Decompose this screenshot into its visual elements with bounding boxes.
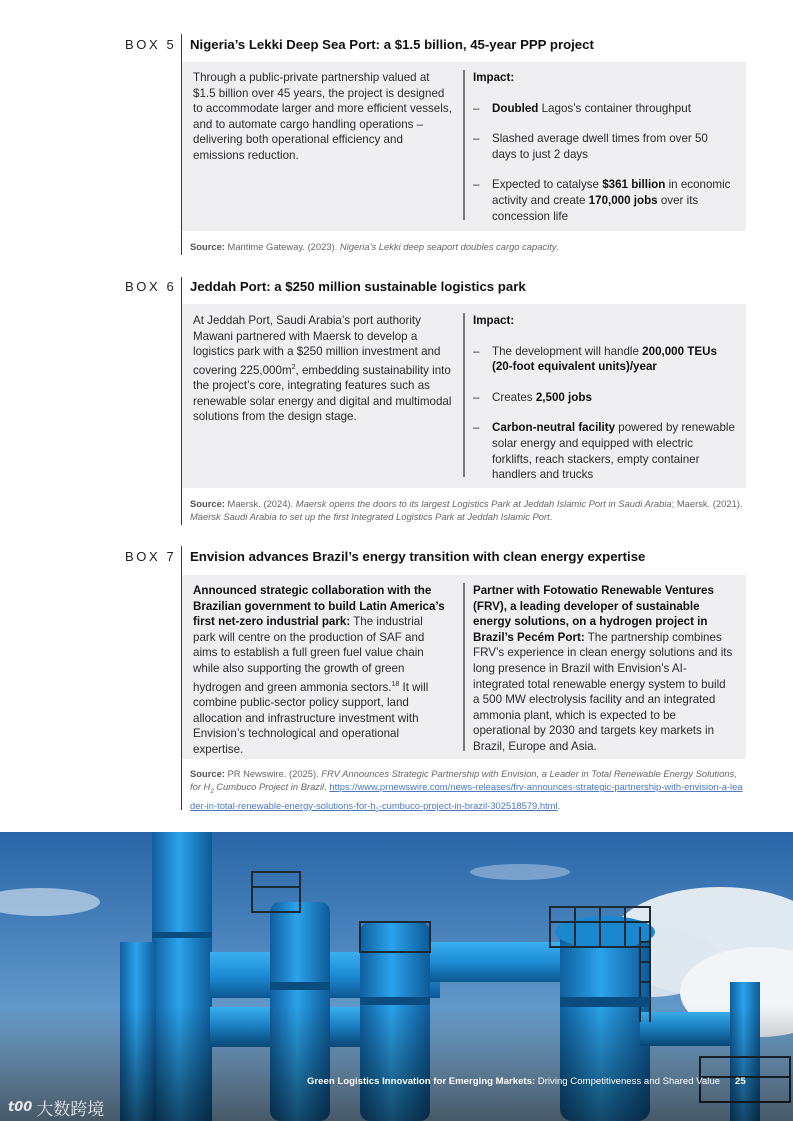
box7-panel xyxy=(182,575,746,759)
box7-left-text: Announced strategic collaboration with the Brazilian government to build Latin America’s first net-zero industrial park: The industrial park will centre on the production of SAF and aims to establish a full green fuel value chain while also supporting the growth of green hydrogen and green ammonia sectors.$^{18}$ It will combine public-sector policy support, land allocation and infrastructure investment with Envision’s technological and operational expertise. xyxy=(193,584,445,756)
box6-impact-list xyxy=(473,344,735,483)
box5-title: Nigeria’s Lekki Deep Sea Port: a $1.5 billion, 45-year PPP project xyxy=(190,37,594,52)
box7-label: BOX 7 xyxy=(125,549,177,564)
list-item: – Carbon-neutral facility powered by renewable solar energy and equipped with electric forklifts, reach stackers, empty container handlers and trucks xyxy=(473,421,735,482)
box7-source: Source: PR Newswire. (2025). FRV Announces Strategic Partnership with Envision, a Leader in Total Renewable Energy Solutions, for $H_2$ Cumbuco Project in Brazil. https://www.prnewswire.com/news-releases/frv-announces-strategic-partnership-with-envision-a-leader-in-total-renewable-energy-$solutions-for-h_2-cumbuco-project-in-brazil-302518579.html$. xyxy=(190,768,743,814)
box5-impact-heading: Impact: xyxy=(473,71,515,84)
box6-label: BOX 6 xyxy=(125,279,177,294)
source-link[interactable]: https://www.prnewswire.com/news-releases/frv-announces-strategic-partnership-with-envision-a-leader-in-total-renewable-energy-$solutions-for-h_2-cumbuco-project-in-brazil-302518579.html$ xyxy=(190,781,743,814)
box5-label: BOX 5 xyxy=(125,37,177,52)
box7-right-text: Partner with Fotowatio Renewable Ventures (FRV), a leading developer of sustainable energy solutions, on a hydrogen project in Brazil’s Pecém Port: The partnership combines FRV’s experience in clean energy solutions and its long presence in Brazil with Envision’s AI-integrated total renewable energy system to build a 500 MW electrolysis facility and an integrated ammonia plant, which is expected to be operational by 2030 and targets key markets in Brazil, Europe and Asia. xyxy=(473,584,733,753)
list-item: – Slashed average dwell times from over 50 days to just 2 days xyxy=(473,132,708,161)
watermark xyxy=(8,1095,104,1120)
list-item: – Creates 2,500 jobs xyxy=(473,390,592,404)
box5-panel xyxy=(182,62,746,231)
box6-impact xyxy=(473,313,735,483)
box5-body: Through a public-private partnership valued at $1.5 billion over 45 years, the project is designed to accommodate larger and more efficient vessels, and to automate cargo handling operations – delivering both operational efficiency and emissions reduction. xyxy=(193,71,452,162)
box6-column-divider xyxy=(463,313,465,477)
list-item: – The development will handle 200,000 TEUs (20-foot equivalent units)/year xyxy=(473,344,717,374)
box5-impact xyxy=(473,70,735,224)
box7-title: Envision advances Brazil’s energy transition with clean energy expertise xyxy=(190,549,646,564)
list-item: – Expected to catalyse $361 billion in economic activity and create 170,000 jobs over its concession life xyxy=(473,178,731,223)
box5-column-divider xyxy=(463,70,465,220)
list-item: – Doubled Lagos’s container throughput xyxy=(473,101,691,115)
box7-column-divider xyxy=(463,583,465,751)
box6-impact-heading: Impact: xyxy=(473,314,515,327)
box6-title: Jeddah Port: a $250 million sustainable logistics park xyxy=(190,279,526,294)
box5-source: Source: Maritime Gateway. (2023). Nigeria’s Lekki deep seaport doubles cargo capacity. xyxy=(190,241,560,252)
watermark-logo: t00 xyxy=(8,1100,33,1115)
box6-source: Source: Maersk. (2024). Maersk opens the doors to its largest Logistics Park at Jeddah Islamic Port in Saudi Arabia; Maersk. (2021). Maersk Saudi Arabia to set up the first Integrated Logistics Park at Jeddah Islamic Port. xyxy=(190,498,743,522)
watermark-text: 大数跨境 xyxy=(36,1100,105,1119)
box6-body: At Jeddah Port, Saudi Arabia’s port authority Mawani partnered with Maersk to develop a logistics park with a $250 million investment and covering $225,000m^2$, embedding sustainability into the project’s core, integrating features such as renewable solar energy and digital and multimodal solutions from the design stage. xyxy=(193,314,452,424)
box6-panel xyxy=(182,304,746,488)
page-number: 25 xyxy=(735,1076,746,1087)
footer-title: Green Logistics Innovation for Emerging Markets: Driving Competitiveness and Shared Value xyxy=(306,1076,720,1087)
box5-impact-list xyxy=(473,101,735,225)
